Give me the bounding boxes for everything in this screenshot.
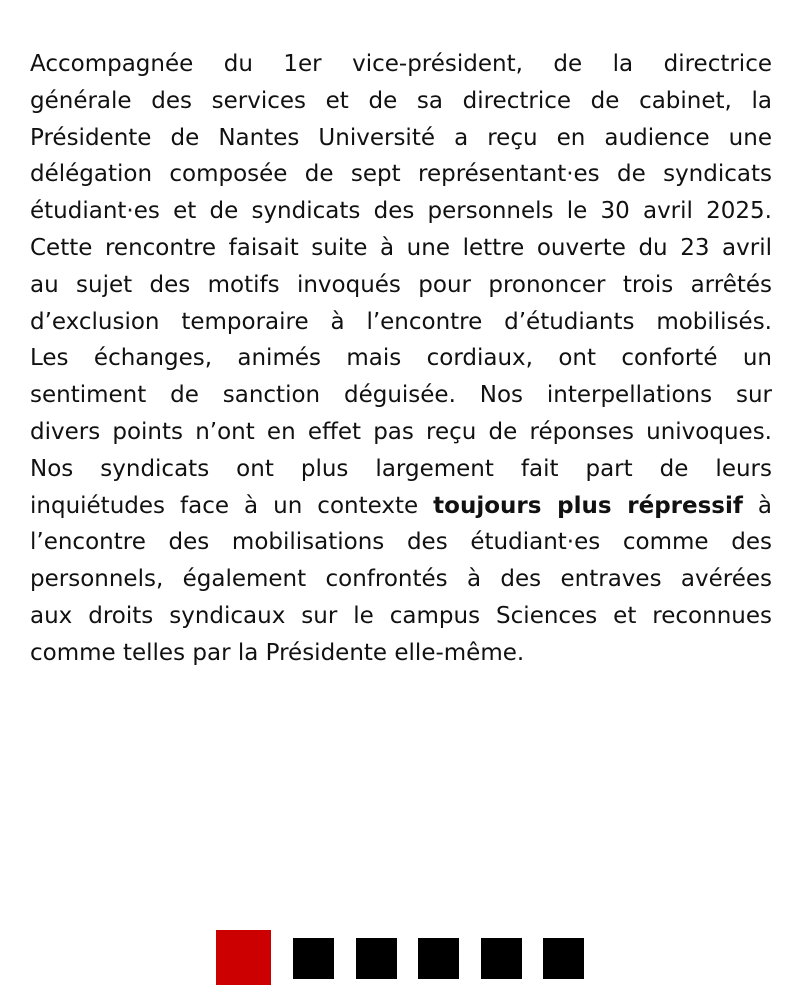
paragraph-line: divers points n’ont en effet pas reçu de réponses univoques. (30, 418, 772, 445)
paragraph-line: délégation composée de sept représentant·es de syndicats (30, 161, 772, 188)
page-dot[interactable] (481, 938, 522, 979)
page-dot[interactable] (418, 938, 459, 979)
paragraph-line: personnels, également confrontés à des entraves avérées (30, 566, 772, 593)
line-text-after: à (757, 492, 772, 519)
page-dot[interactable] (543, 938, 584, 979)
paragraph-line: générale des services et de sa directrice de cabinet, la (30, 87, 772, 114)
page-dot[interactable] (356, 938, 397, 979)
paragraph-line: aux droits syndicaux sur le campus Sciences et reconnues (30, 602, 772, 629)
paragraph-line: comme telles par la Présidente elle-même. (30, 639, 525, 666)
paragraph-line: Cette rencontre faisait suite à une lettre ouverte du 23 avril (30, 234, 772, 261)
paragraph-line: au sujet des motifs invoqués pour prononcer trois arrêtés (30, 271, 772, 298)
paragraph-line: étudiant·es et de syndicats des personnels le 30 avril 2025. (30, 198, 772, 225)
paragraph-line: d’exclusion temporaire à l’encontre d’étudiants mobilisés. (30, 308, 772, 335)
page-dot-active[interactable] (216, 930, 271, 985)
paragraph-line: Présidente de Nantes Université a reçu en audience une (30, 124, 772, 151)
paragraph-line-emphasis (30, 488, 772, 525)
emphasis-text: toujours plus répressif (433, 492, 743, 519)
paragraph-line: Les échanges, animés mais cordiaux, ont conforté un (30, 345, 772, 372)
paragraph-line: l’encontre des mobilisations des étudiant·es comme des (30, 529, 772, 556)
article-paragraph (30, 46, 772, 672)
page-dot[interactable] (293, 938, 334, 979)
line-text-before: inquiétudes face à un contexte (30, 492, 419, 519)
paragraph-line: sentiment de sanction déguisée. Nos interpellations sur (30, 382, 772, 409)
paragraph-line: Nos syndicats ont plus largement fait part de leurs (30, 455, 772, 482)
paragraph-line: Accompagnée du 1er vice-président, de la directrice (30, 51, 772, 77)
